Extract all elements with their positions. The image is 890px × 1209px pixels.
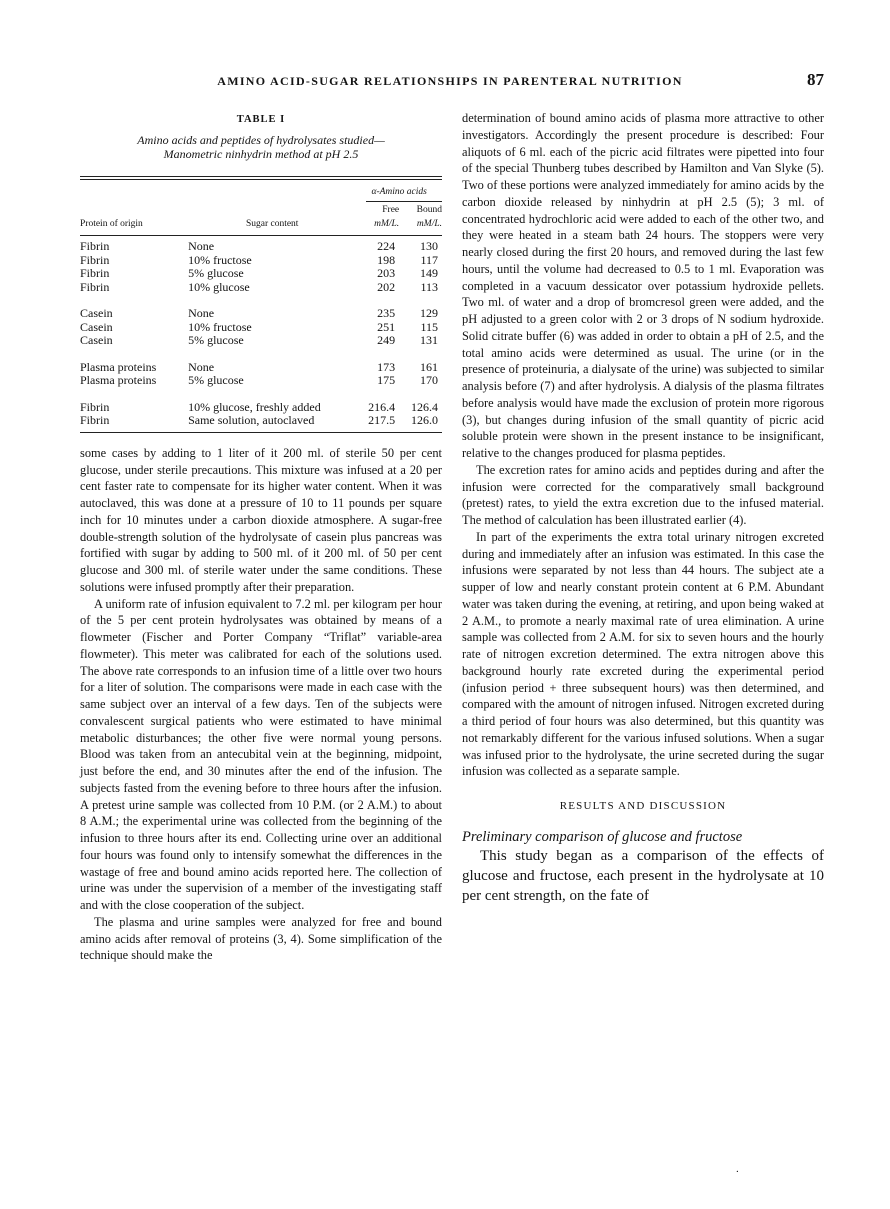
cell-free: 217.5 [368,413,396,428]
table-row [80,374,442,388]
table-row [80,334,442,348]
paragraph: The excretion rates for amino acids and peptides during and after the infusion were corrected for the comparatively small background (pretest) rates, to yield the extra excretion due to the infused material. The method of calculation has been illustrated earlier (4). [462,462,824,527]
cell-bound: 149 [420,266,438,281]
paragraph: The plasma and urine samples were analyzed for free and bound amino acids after removal of proteins (3, 4). Some simplification of the technique should make the [80,914,442,963]
cell-free: 251 [377,319,396,334]
cell-sugar: 10% fructose [188,252,252,267]
table-row [80,361,442,375]
table-row [80,414,442,428]
table-row [80,267,442,281]
table-caption-line-1: Amino acids and peptides of hydrolysates studied— [137,132,385,147]
cell-bound: 170 [420,373,438,388]
table-row [80,240,442,254]
table-caption-line-2: Manometric ninhydrin method at pH 2.5 [163,147,359,162]
table-row [80,401,442,415]
table-row [80,281,442,295]
cell-free: 249 [377,333,396,348]
paragraph: determination of bound amino acids of plasma more attractive to other investigators. Accordingly the present procedure is described: Four aliquots of 6 ml. each of the picric acid filtrates were pipetted into four of the special Thunberg tubes described by Hamilton and Van Slyke (5). Two of these portions were analyzed immediately for amino acids by the carbon dioxide released by ninhydrin at pH 2.5 (5); 3 ml. of concentrated hydrochloric acid were added to each of the other two, and they were heated in a steam bath 24 hours. The stoppers were very nearly closed during the first 20 hours, and removed during the last few hours, until the volume had decreased to 0.5 to 1 ml. Evaporation was completed in a vacuum dessicator over potassium hydroxide pellets. Two ml. of water and a drop of bromcresol green were added, and the pH adjusted to a green color with 2 or 3 drops of N sodium hydroxide. Solid citrate buffer (6) was added in order to obtain a pH of 2.5, and the total amino acids were determined as usual. The urine (or in the presence of proteinuria, a dialysate of the urine) was subjected to similar analysis before (7) and after hydrolysis. A dialysis of the plasma filtrates before analysis would have made the exclusion of protein more rigorous (3), but changes during infusion of the small quantity of picric acid soluble protein were shown in the present instance to be insignificant, relative to the changes produced for plasma peptides. [462,111,824,460]
paragraph: some cases by adding to 1 liter of it 200 ml. of sterile 50 per cent glucose, under sterile precautions. This mixture was infused at a 20 per cent faster rate to compensate for its higher water content. When it was autoclaved, this was done at a pressure of 10 to 11 pounds per square inch for 10 minutes under a carbon dioxide atmosphere. A sugar-free double-strength solution of the hydrolysate of casein plus pancreas was fortified with sugar by adding to 500 ml. of it 200 ml. of 50 per cent glucose and 300 ml. of sterile water under the same conditions. These solutions were infused promptly after their preparation. [80,445,442,594]
cell-origin: Fibrin [80,252,110,267]
cell-bound: 117 [420,252,438,267]
cell-free: 235 [377,306,396,321]
footer-mark: . [736,1163,739,1175]
cell-origin: Fibrin [80,413,110,428]
table-label: TABLE I [236,114,286,125]
cell-sugar: None [188,359,215,374]
right-text [462,110,824,780]
cell-sugar: 10% glucose, freshly added [188,399,321,414]
section-heading: RESULTS AND DISCUSSION [559,800,727,812]
cell-bound: 161 [420,359,438,374]
table-body [80,240,442,428]
cell-origin: Fibrin [80,399,110,414]
cell-sugar: Same solution, autoclaved [188,413,315,428]
cell-sugar: 5% glucose [188,333,244,348]
cell-origin: Plasma proteins [80,359,157,374]
cell-free: 175 [377,373,396,388]
cell-free: 224 [377,239,396,254]
left-column [80,110,442,964]
cell-bound: 113 [420,279,438,294]
table-row [80,307,442,321]
cell-bound: 126.4 [411,399,438,414]
cell-origin: Fibrin [80,266,110,281]
column-header-origin: Protein of origin [80,218,143,229]
cell-origin: Fibrin [80,279,110,294]
cell-origin: Casein [80,319,113,334]
table-group-gap [80,388,442,401]
cell-free: 198 [377,252,396,267]
column-header-free: Free mM/L. [374,205,400,229]
cell-sugar: None [188,306,215,321]
paragraph: A uniform rate of infusion equivalent to 7.2 ml. per kilogram per hour of the 5 per cent protein hydrolysates was obtained by means of a flowmeter (Fischer and Porter Company “Triflat” variable-area flowmeter). This meter was calibrated for each of the solutions used. The above rate corresponds to an infusion time of a little over two hours for a liter of solution. The comparisons were made in each case with the same subject over an interval of a few days. Ten of the subjects were convalescent surgical patients who were estimated to have minimal metabolic disturbances; the other five were normal young persons. Blood was taken from an antecubital vein at the beginning, midpoint, just before the end, and 30 minutes after the end of the infusion. The subjects fasted from the evening before to three hours after the infusion. A pretest urine sample was collected from 10 P.M. (or 2 A.M.) to about 8 A.M.; the experimental urine was collected from the beginning of the infusion to three hours after its end. Collecting urine over an additional four hours was found only to intensify somewhat the differences in the wastage of free and bound amino acids reported here. The collection of urine was under the supervision of a member of the investigating staff and with the close cooperation of the subject. [80,596,442,912]
cell-free: 203 [377,266,396,281]
cell-sugar: 5% glucose [188,373,244,388]
cell-free: 202 [377,279,396,294]
cell-bound: 131 [420,333,438,348]
page-number: 87 [807,70,824,89]
left-text [80,445,442,964]
column-header-sugar: Sugar content [245,218,299,229]
cell-bound: 115 [420,319,438,334]
paragraph: In part of the experiments the extra total urinary nitrogen excreted during and immediately after an infusion was estimated. In this case the infusions were separated by not less than 44 hours. The subject ate a supper of low and nearly constant protein content at 6 P.M. Abundant water was taken during the evening, at retiring, and upon being waked at 2 A.M., to promote a nearly maximal rate of urea elimination. A urine sample was collected from 2 A.M. for six to seven hours and the hourly rate of nitrogen excretion determined. The extra nitrogen above this background hourly rate excreted during the experimental period (infusion period + three subsequent hours) was then determined, and compared with the amount of nitrogen infused. Nitrogen excreted during a third period of four hours was also determined, but this quantity was not remarkably different for the various infused solutions. When a sugar was infused prior to the hydrolysate, the urine secreted during the sugar infusion was collected as a separate sample. [462,529,824,779]
cell-free: 173 [377,359,396,374]
cell-bound: 130 [420,239,438,254]
cell-sugar: 10% fructose [188,319,252,334]
cell-sugar: 5% glucose [188,266,244,281]
subsection-heading: Preliminary comparison of glucose and fructose [462,828,743,845]
table-group-header: α-Amino acids [356,180,442,203]
cell-bound: 126.0 [411,413,438,428]
table-top-rule [80,176,442,177]
right-column [462,110,824,906]
cell-origin: Plasma proteins [80,373,157,388]
cell-origin: Casein [80,306,113,321]
cell-bound: 129 [420,306,438,321]
cell-free: 216.4 [368,399,396,414]
amino-acid-table [80,180,442,428]
running-title: AMINO ACID-SUGAR RELATIONSHIPS IN PARENTERAL NUTRITION [217,74,683,88]
cell-sugar: 10% glucose [188,279,250,294]
cell-origin: Fibrin [80,239,110,254]
final-paragraph: This study began as a comparison of the effects of glucose and fructose, each present in the hydrolysate at 10 per cent strength, on the fate of [462,847,824,904]
column-header-bound: Bound mM/L. [416,205,442,229]
table-row [80,254,442,268]
cell-origin: Casein [80,333,113,348]
cell-sugar: None [188,239,215,254]
table-row [80,321,442,335]
table-group-gap [80,348,442,361]
table-caption [98,133,424,162]
